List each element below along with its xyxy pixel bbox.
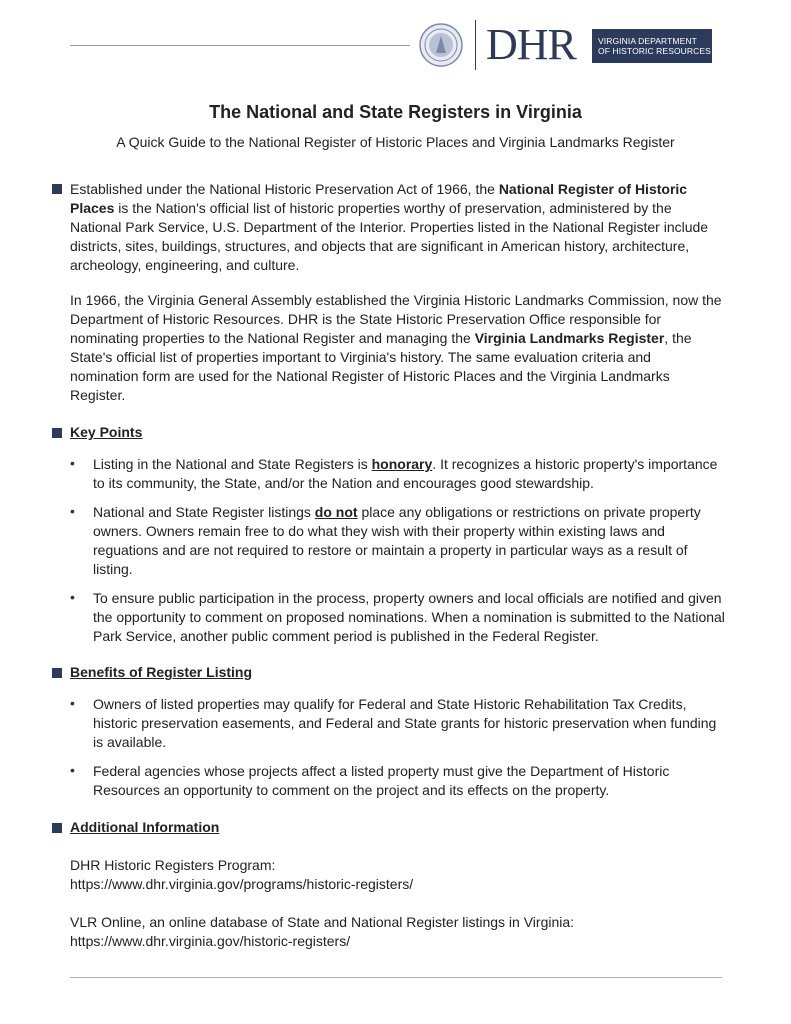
bullet-icon: • bbox=[70, 455, 75, 471]
intro-p2-text-a: In 1966, the Virginia General Assembly established the Virginia Historic Landmarks Commission, now the Department of Historic Resources. DHR is the State Historic Preservation Office responsible for nominating properties to the National Register and managing the bbox=[70, 292, 722, 346]
vlr-online-link[interactable]: https://www.dhr.virginia.gov/historic-registers/ bbox=[70, 933, 351, 949]
key-point-1-emphasis: honorary bbox=[371, 456, 433, 472]
bullet-icon: • bbox=[70, 503, 75, 519]
dhr-logo-text: DHR bbox=[486, 20, 576, 69]
agency-line-1: VIRGINIA DEPARTMENT bbox=[598, 36, 697, 46]
bullet-icon: • bbox=[70, 589, 75, 605]
key-point-3: To ensure public participation in the process, property owners and local officials are notified and given the opportunity to comment on proposed nominations. When a nomination is submitted to the National Park Service, another public comment period is published in the Federal Register. bbox=[93, 590, 725, 644]
page-title: The National and State Registers in Virginia bbox=[209, 102, 582, 122]
section-marker-benefits bbox=[52, 668, 62, 678]
key-point-1-text-a: Listing in the National and State Registers is bbox=[93, 456, 372, 472]
key-point-2-text-a: National and State Register listings bbox=[93, 504, 315, 520]
virginia-seal-icon bbox=[419, 23, 463, 67]
header-rule bbox=[70, 45, 410, 46]
vlr-online-label: VLR Online, an online database of State and National Register listings in Virginia: bbox=[70, 914, 575, 930]
registers-program-link[interactable]: https://www.dhr.virginia.gov/programs/historic-registers/ bbox=[70, 876, 414, 892]
key-point-2-text-b: place any obligations or restrictions on private property owners. Owners remain free to do what they wish with their property within existing laws and reguations and are not required to restore or maintain a property in particular ways as a result of listing. bbox=[93, 504, 701, 577]
intro-paragraph-2 bbox=[70, 291, 722, 405]
registers-program-label: DHR Historic Registers Program: bbox=[70, 857, 276, 873]
additional-info-heading: Additional Information bbox=[70, 819, 220, 835]
key-point-1 bbox=[93, 455, 725, 493]
intro-paragraph-1 bbox=[70, 180, 722, 275]
key-points-heading: Key Points bbox=[70, 424, 143, 440]
section-marker-key-points bbox=[52, 428, 62, 438]
key-point-1-text-b: . It recognizes a historic property's importance to its community, the State, and/or the Nation and encourages good stewardship. bbox=[93, 456, 718, 491]
intro-p1-bold: National Register of Historic Places bbox=[70, 181, 688, 216]
footer-rule bbox=[70, 977, 722, 978]
section-marker-intro bbox=[52, 184, 62, 194]
logo-divider bbox=[475, 20, 476, 70]
intro-p2-bold: Virginia Landmarks Register bbox=[474, 330, 665, 346]
benefits-heading: Benefits of Register Listing bbox=[70, 664, 253, 680]
bullet-icon: • bbox=[70, 695, 75, 711]
agency-name-box bbox=[592, 29, 712, 63]
key-point-2-emphasis: do not bbox=[314, 504, 358, 520]
agency-line-2: OF HISTORIC RESOURCES bbox=[598, 46, 711, 56]
section-marker-additional bbox=[52, 823, 62, 833]
page-subtitle: A Quick Guide to the National Register of Historic Places and Virginia Landmarks Register bbox=[116, 134, 675, 150]
intro-p1-text-b: is the Nation's official list of historic properties worthy of preservation, administered by the National Park Service, U.S. Department of the Interior. Properties listed in the National Register include districts, sites, buildings, structures, and objects that are significant in American history, architecture, archeology, engineering, and culture. bbox=[70, 200, 709, 273]
key-point-2 bbox=[93, 503, 725, 579]
intro-p2-text-b: , the State's official list of properties important to Virginia's history. The same evaluation criteria and nomination form are used for the National Register of Historic Places and the Virginia Landmarks Register. bbox=[70, 330, 692, 403]
benefit-1: Owners of listed properties may qualify for Federal and State Historic Rehabilitation Tax Credits, historic preservation easements, and Federal and State grants for historic preservation when funding is available. bbox=[93, 696, 717, 750]
bullet-icon: • bbox=[70, 762, 75, 778]
intro-p1-text-a: Established under the National Historic Preservation Act of 1966, the bbox=[70, 181, 499, 197]
benefit-2: Federal agencies whose projects affect a listed property must give the Department of Historic Resources an opportunity to comment on the project and its effects on the property. bbox=[93, 763, 670, 798]
